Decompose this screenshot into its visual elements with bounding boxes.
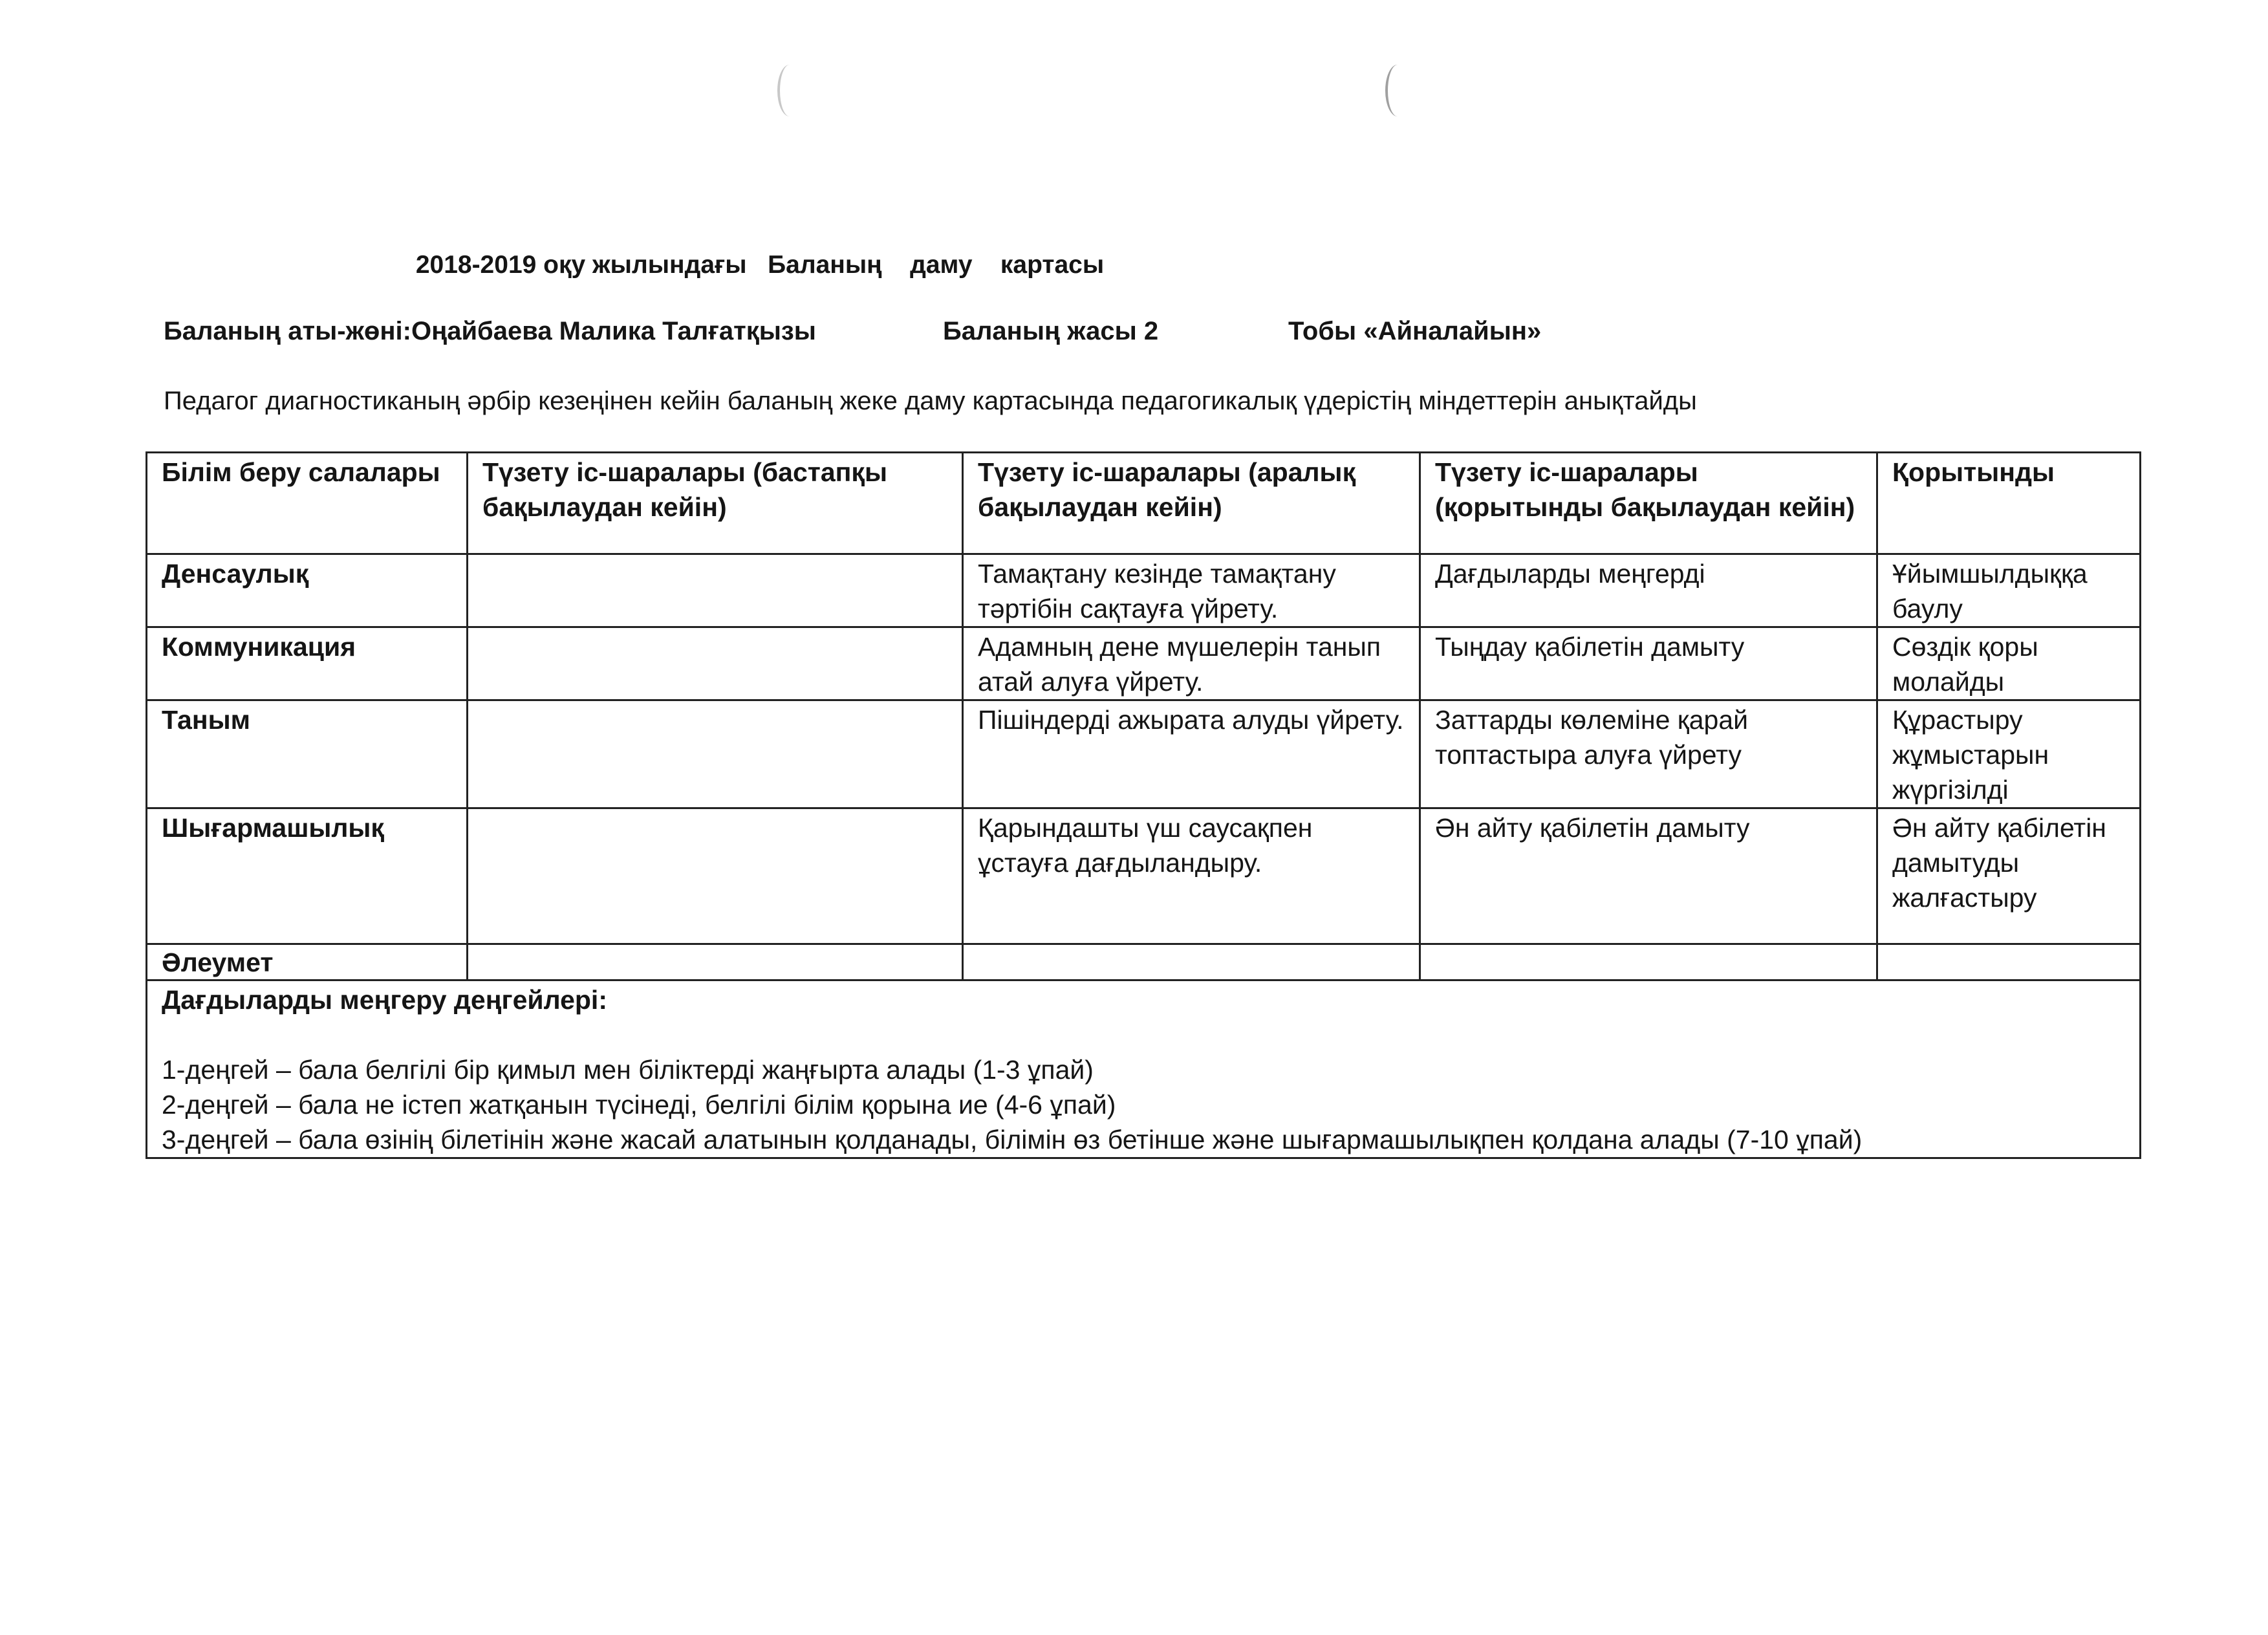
child-info-line	[164, 317, 1541, 346]
table-row	[147, 627, 2141, 700]
conclusion-cell	[1877, 944, 2141, 980]
header-cell-conclusion: Қорытынды	[1877, 453, 2141, 554]
child-group: Тобы «Айналайын»	[1288, 317, 1542, 345]
table-header-row	[147, 453, 2141, 554]
child-age: Баланың жасы 2	[943, 317, 1159, 345]
initial-cell	[468, 554, 963, 627]
table-row	[147, 944, 2141, 980]
conclusion-cell: Құрастыру жұмыстарын жүргізілді	[1877, 700, 2141, 808]
final-cell: Тыңдау қабілетін дамыту	[1420, 627, 1877, 700]
final-cell: Дағдыларды меңгерді	[1420, 554, 1877, 627]
document-title: 2018-2019 оқу жылындағы Баланың даму картасы	[415, 251, 1105, 279]
legend-row	[147, 980, 2141, 1158]
final-cell: Ән айту қабілетін дамыту	[1420, 808, 1877, 944]
header-cell-intermediate: Түзету іс-шаралары (аралық бақылаудан кейін)	[963, 453, 1420, 554]
legend-spacer	[162, 1017, 2125, 1052]
initial-cell	[468, 808, 963, 944]
initial-cell	[468, 627, 963, 700]
initial-cell	[468, 700, 963, 808]
intermediate-cell: Адамның дене мүшелерін танып атай алуға үйрету.	[963, 627, 1420, 700]
child-name: Баланың аты-жөні:Оңайбаева Малика Талғатқызы	[164, 317, 816, 345]
intermediate-cell: Қарындашты үш саусақпен ұстауға дағдыландыру.	[963, 808, 1420, 944]
table-row	[147, 700, 2141, 808]
header-cell-areas: Білім беру салалары	[147, 453, 468, 554]
area-cell: Әлеумет	[147, 944, 468, 980]
legend-level-2: 2-деңгей – бала не істеп жатқанын түсінеді, белгілі білім қорына ие (4-6 ұпай)	[162, 1090, 1116, 1120]
area-cell: Денсаулық	[147, 554, 468, 627]
instruction-text: Педагог диагностиканың әрбір кезеңінен кейін баланың жеке даму картасында педагогикалық үдерістің міндеттерін анықтайды	[164, 387, 1697, 415]
intermediate-cell	[963, 944, 1420, 980]
table-row	[147, 554, 2141, 627]
conclusion-cell: Ұйымшылдыққа баулу	[1877, 554, 2141, 627]
development-map-table	[146, 451, 2141, 1159]
area-cell: Шығармашылық	[147, 808, 468, 944]
conclusion-cell: Ән айту қабілетін дамытуды жалғастыру	[1877, 808, 2141, 944]
intermediate-cell: Тамақтану кезінде тамақтану тәртібін сақтауға үйрету.	[963, 554, 1420, 627]
area-cell: Коммуникация	[147, 627, 468, 700]
final-cell: Заттарды көлеміне қарай топтастыра алуға үйрету	[1420, 700, 1877, 808]
table-row	[147, 808, 2141, 944]
legend-cell	[147, 980, 2141, 1158]
header-cell-final: Түзету іс-шаралары (қорытынды бақылаудан кейін)	[1420, 453, 1877, 554]
legend-level-1: 1-деңгей – бала белгілі бір қимыл мен біліктерді жаңғырта алады (1-3 ұпай)	[162, 1055, 1094, 1085]
intermediate-cell: Пішіндерді ажырата алуды үйрету.	[963, 700, 1420, 808]
punch-hole-mark	[1385, 65, 1410, 116]
legend-level-3: 3-деңгей – бала өзінің білетінін және жасай алатынын қолданады, білімін өз бетінше және шығармашылықпен қолдана алады (7-10 ұпай)	[162, 1125, 1863, 1154]
area-cell: Таным	[147, 700, 468, 808]
conclusion-cell: Сөздік қоры молайды	[1877, 627, 2141, 700]
legend-title: Дағдыларды меңгеру деңгейлері:	[162, 985, 607, 1015]
initial-cell	[468, 944, 963, 980]
header-cell-initial: Түзету іс-шаралары (бастапқы бақылаудан кейін)	[468, 453, 963, 554]
punch-hole-mark	[777, 65, 802, 116]
final-cell	[1420, 944, 1877, 980]
